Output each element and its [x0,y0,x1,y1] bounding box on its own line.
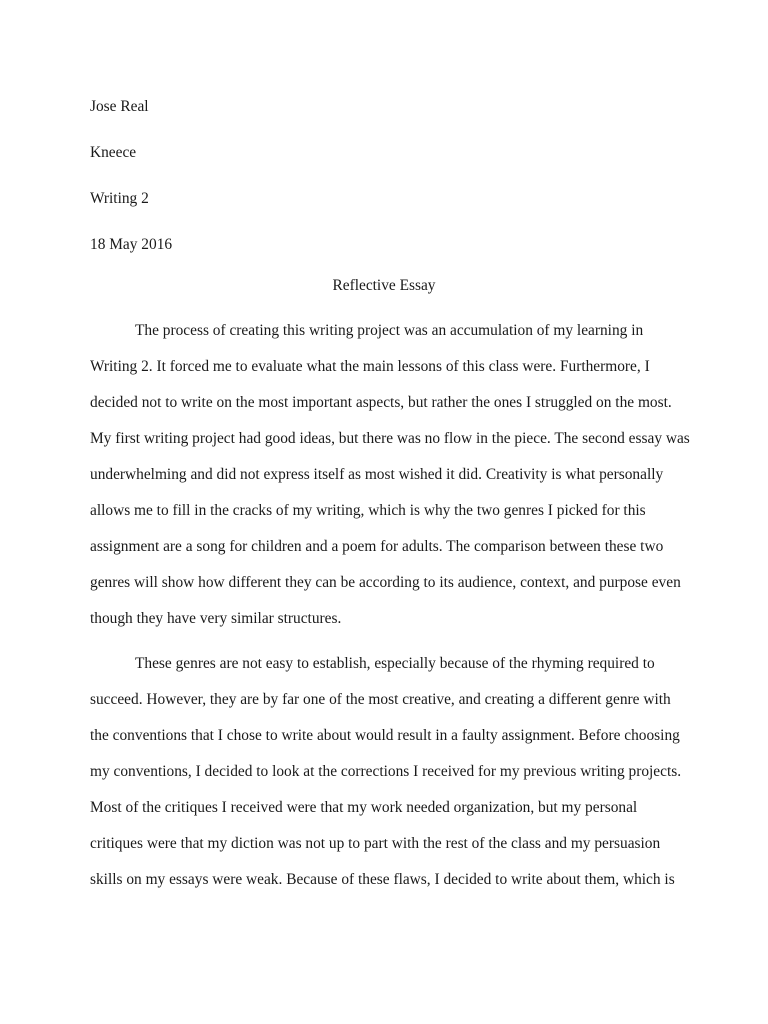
instructor-name: Kneece [90,144,137,161]
essay-date: 18 May 2016 [90,236,173,253]
course-name: Writing 2 [90,190,149,207]
paragraph-line: though they have very similar structures. [90,610,342,627]
paragraph-line: Most of the critiques I received were that my work needed organization, but my personal [90,799,638,816]
paragraph-line: decided not to write on the most important aspects, but rather the ones I struggled on the most. [90,394,672,411]
paragraph-line: the conventions that I chose to write about would result in a faulty assignment. Before choosing [90,727,680,744]
paragraph-line: Writing 2. It forced me to evaluate what the main lessons of this class were. Furthermore, I [90,358,650,375]
paragraph-line: The process of creating this writing project was an accumulation of my learning in [135,322,644,339]
author-name: Jose Real [90,98,149,115]
essay-header [90,84,172,268]
paragraph-line: These genres are not easy to establish, especially because of the rhyming required to [135,655,655,672]
paragraph-line: genres will show how different they can be according to its audience, context, and purpose even [90,574,681,591]
paragraph-line: skills on my essays were weak. Because of these flaws, I decided to write about them, which is [90,871,675,888]
paragraph-2 [90,646,690,898]
paragraph-line: underwhelming and did not express itself as most wished it did. Creativity is what personally [90,466,664,483]
essay-title: Reflective Essay [332,277,436,294]
paragraph-line: assignment are a song for children and a poem for adults. The comparison between these two [90,538,664,555]
paragraph-line: My first writing project had good ideas, but there was no flow in the piece. The second essay was [90,430,690,447]
paragraph-line: my conventions, I decided to look at the corrections I received for my previous writing projects. [90,763,682,780]
paragraph-1 [90,313,690,637]
paragraph-line: allows me to fill in the cracks of my writing, which is why the two genres I picked for this [90,502,646,519]
paragraph-line: critiques were that my diction was not up to part with the rest of the class and my persuasion [90,835,661,852]
paragraph-line: succeed. However, they are by far one of the most creative, and creating a different genre with [90,691,671,708]
